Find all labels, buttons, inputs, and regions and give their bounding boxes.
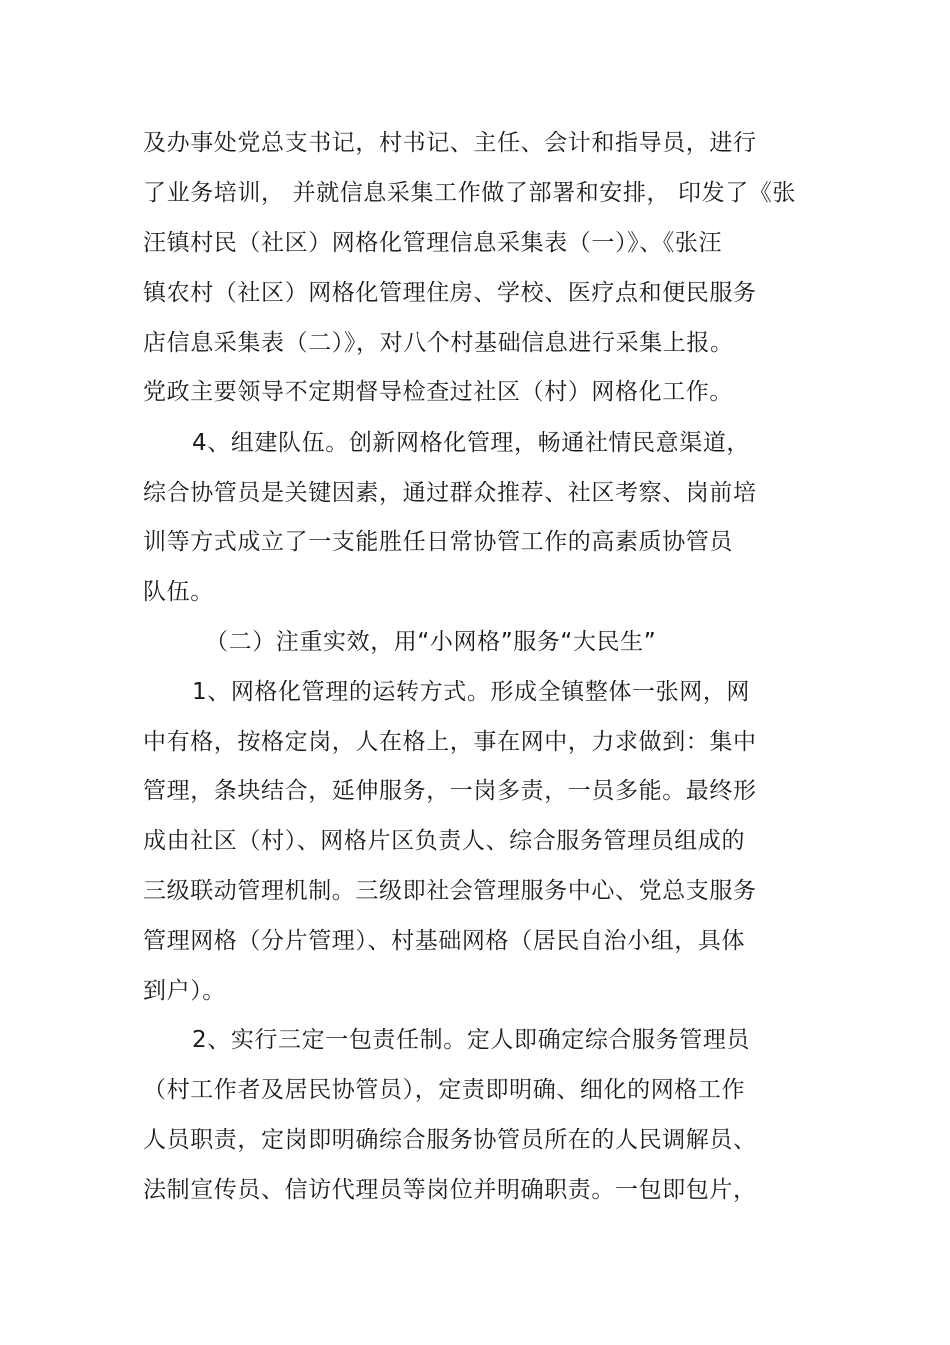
text-line: 党政主要领导不定期督导检查过社区（村）网格化工作。 xyxy=(143,379,733,405)
text-line: 汪镇村民（社区）网格化管理信息采集表（一）》、《张汪 xyxy=(143,230,723,256)
text-line: 训等方式成立了一支能胜任日常协管工作的高素质协管员 xyxy=(143,529,733,555)
text-line: 4、组建队伍。创新网格化管理，畅通社情民意渠道， xyxy=(192,430,751,456)
text-line: 中有格，按格定岗，人在格上，事在网中，力求做到：集中 xyxy=(143,729,757,755)
text-line: 镇农村（社区）网格化管理住房、学校、医疗点和便民服务 xyxy=(143,280,757,306)
text-line: 2、实行三定一包责任制。定人即确定综合服务管理员 xyxy=(192,1027,751,1053)
text-line: 人员职责，定岗即明确综合服务协管员所在的人民调解员、 xyxy=(143,1127,757,1153)
text-line: 1、网格化管理的运转方式。形成全镇整体一张网，网 xyxy=(192,679,751,705)
text-line: （村工作者及居民协管员），定责即明确、细化的网格工作 xyxy=(143,1077,746,1103)
text-line: 管理网格（分片管理）、村基础网格（居民自治小组，具体 xyxy=(143,928,746,954)
text-line: 到户）。 xyxy=(143,978,226,1004)
text-line: 法制宣传员、信访代理员等岗位并明确职责。一包即包片， xyxy=(143,1177,757,1203)
text-line: 综合协管员是关键因素，通过群众推荐、社区考察、岗前培 xyxy=(143,480,757,506)
text-line: 店信息采集表（二）》，对八个村基础信息进行采集上报。 xyxy=(143,330,734,356)
text-line: 三级联动管理机制。三级即社会管理服务中心、党总支服务 xyxy=(143,878,757,904)
section-heading: （二）注重实效，用“小网格”服务“大民生” xyxy=(205,629,657,655)
text-line: 队伍。 xyxy=(143,579,214,605)
text-line: 成由社区（村）、网格片区负责人、综合服务管理员组成的 xyxy=(143,828,746,854)
text-line: 了业务培训， 并就信息采集工作做了部署和安排， 印发了《张 xyxy=(143,180,797,206)
text-line: 管理，条块结合，延伸服务，一岗多责，一员多能。最终形 xyxy=(143,778,757,804)
text-line: 及办事处党总支书记，村书记、主任、会计和指导员，进行 xyxy=(143,130,757,156)
